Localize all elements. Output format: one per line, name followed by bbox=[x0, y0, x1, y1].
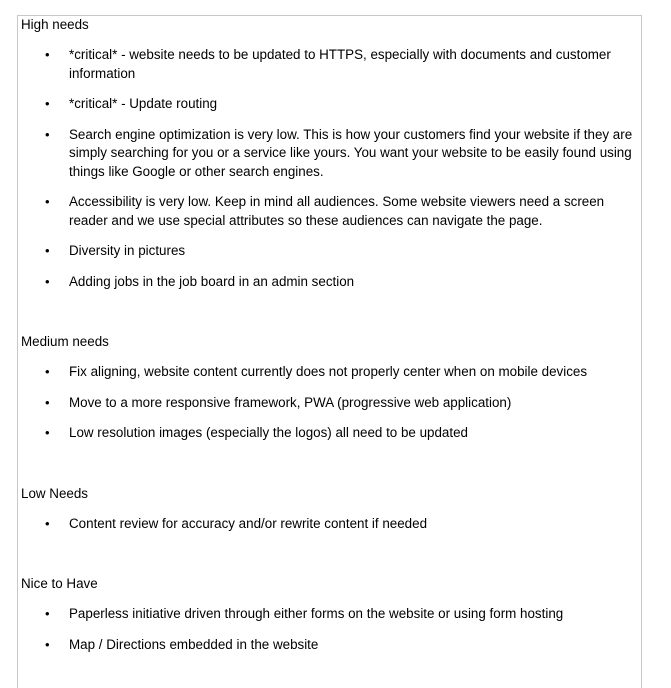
list-item bbox=[21, 46, 637, 83]
bullet-icon: • bbox=[45, 243, 50, 258]
section-nice-to-have bbox=[21, 575, 637, 654]
bullet-icon: • bbox=[45, 47, 50, 62]
list-item bbox=[21, 242, 637, 261]
list-item-text: Accessibility is very low. Keep in mind all audiences. Some website viewers need a screen reader and we use special attributes so these audiences can navigate the page. bbox=[69, 194, 605, 228]
list-item bbox=[21, 515, 637, 534]
list-item bbox=[21, 273, 637, 292]
list-item-text: Paperless initiative driven through either forms on the website or using form hosting bbox=[69, 606, 564, 621]
section-heading: Low Needs bbox=[21, 485, 88, 501]
section-medium-needs bbox=[21, 333, 637, 443]
list-item bbox=[21, 126, 637, 182]
list-item bbox=[21, 394, 637, 413]
bullet-icon: • bbox=[45, 364, 50, 379]
bullet-icon: • bbox=[45, 515, 50, 531]
list-item bbox=[21, 636, 637, 655]
list-item-text: *critical* - website needs to be updated to HTTPS, especially with documents and customer information bbox=[69, 47, 611, 81]
bullet-icon: • bbox=[45, 126, 50, 142]
bullet-icon: • bbox=[45, 96, 50, 111]
bullet-icon: • bbox=[45, 273, 50, 289]
list-item bbox=[21, 424, 637, 443]
list-item bbox=[21, 605, 637, 624]
bullet-icon: • bbox=[45, 425, 50, 440]
bullet-icon: • bbox=[45, 636, 50, 652]
list-item-text: Move to a more responsive framework, PWA (progressive web application) bbox=[69, 394, 512, 410]
section-heading: High needs bbox=[21, 17, 89, 32]
list-item-text: Fix aligning, website content currently does not properly center when on mobile devices bbox=[69, 364, 588, 379]
list-item-text: Adding jobs in the job board in an admin section bbox=[69, 273, 355, 289]
list-item-text: Search engine optimization is very low. This is how your customers find your website if they are simply searching for you or a service like yours. You want your website to be easily found using things like Google or other search engines. bbox=[69, 126, 633, 179]
list-item-text: Map / Directions embedded in the website bbox=[69, 636, 319, 652]
section-low-needs bbox=[21, 485, 637, 534]
bullet-icon: • bbox=[45, 194, 50, 209]
list-item-text: Diversity in pictures bbox=[69, 243, 186, 258]
list-item bbox=[21, 95, 637, 114]
list-item bbox=[21, 193, 637, 230]
list-item-text: Low resolution images (especially the logos) all need to be updated bbox=[69, 425, 468, 440]
list-item-text: *critical* - Update routing bbox=[69, 96, 218, 111]
bullet-list bbox=[21, 605, 637, 654]
bullet-icon: • bbox=[45, 394, 50, 410]
bullet-icon: • bbox=[45, 606, 50, 621]
bullet-list bbox=[21, 46, 637, 291]
bullet-list bbox=[21, 363, 637, 443]
section-heading: Nice to Have bbox=[21, 576, 98, 591]
section-heading: Medium needs bbox=[21, 334, 109, 349]
list-item bbox=[21, 363, 637, 382]
document-content bbox=[21, 16, 637, 654]
list-item-text: Content review for accuracy and/or rewrite content if needed bbox=[69, 515, 428, 531]
section-high-needs bbox=[21, 16, 637, 291]
bullet-list bbox=[21, 515, 637, 534]
document-page bbox=[17, 15, 642, 688]
